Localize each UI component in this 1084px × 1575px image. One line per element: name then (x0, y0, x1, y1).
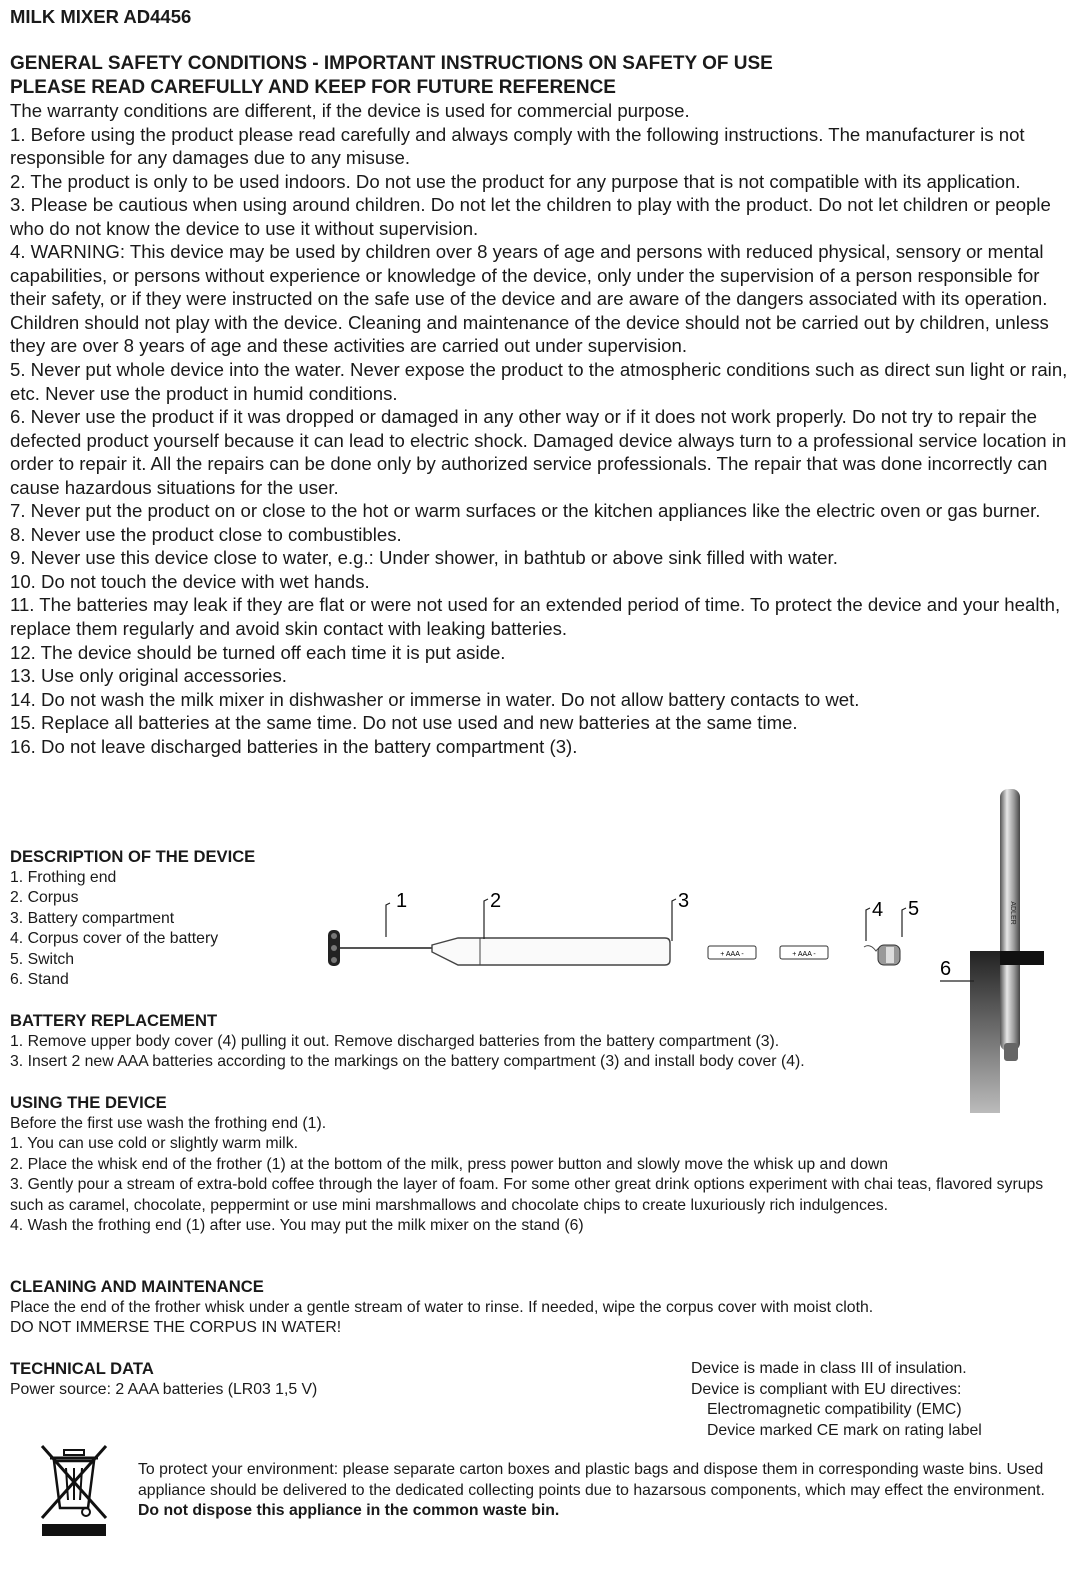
using-line: 1. You can use cold or slightly warm milk. (10, 1135, 298, 1153)
safety-item: 11. The batteries may leak if they are flat or were not used for an extended period of time. To protect the device and your health, replace them regularly and avoid skin contact with leaking batteries. (10, 594, 1061, 640)
frothing-end-illustration (328, 930, 432, 966)
using-line: 4. Wash the frothing end (1) after use. You may put the milk mixer on the stand (6) (10, 1217, 584, 1235)
compliance-notes (691, 1359, 1071, 1441)
callout-1: 1 (396, 890, 408, 912)
document-page (10, 6, 1074, 758)
description-heading: DESCRIPTION OF THE DEVICE (10, 847, 256, 866)
safety-item: 9. Never use this device close to water, e.g.: Under shower, in bathtub or above sink filled with water. (10, 547, 838, 569)
compliance-line: Electromagnetic compatibility (EMC) (707, 1401, 962, 1419)
using-line: 3. Gently pour a stream of extra-bold coffee through the layer of foam. For some other great drink options experiment with chai teas, flavored syrups such as caramel, chocolate, peppermint or use mini marshmallows and chocolate chips to create luxuriously rich indulgences. (10, 1176, 1044, 1214)
battery-illustration (708, 946, 756, 959)
battery-heading: BATTERY REPLACEMENT (10, 1011, 218, 1030)
safety-heading (10, 52, 1074, 99)
battery-marking: + AAA - (792, 951, 816, 958)
environment-text: To protect your environment: please separate carton boxes and plastic bags and dispose them in corresponding waste bins. Used appliance should be delivered to the dedicated collecting points due to hazarsous components, which may effect the environment. (138, 1461, 1045, 1499)
corpus-illustration (432, 938, 670, 965)
warranty-note: The warranty conditions are different, if the device is used for commercial purpose. (10, 100, 690, 121)
safety-instructions (10, 99, 1074, 758)
part-item: 2. Corpus (10, 889, 79, 907)
callout-4: 4 (872, 899, 884, 921)
using-line: Before the first use wash the frothing end (1). (10, 1114, 327, 1132)
crossed-out-wheelie-bin-icon (38, 1444, 110, 1538)
callout-3: 3 (678, 890, 690, 912)
safety-item: 3. Please be cautious when using around children. Do not let the children to play with the product. Do not let children or people who do not know the device to use it without supervision. (10, 194, 1051, 239)
compliance-line: Device is made in class III of insulation. (691, 1360, 967, 1377)
stand-brand-text: ADLER (1009, 901, 1016, 925)
safety-item: 15. Replace all batteries at the same time. Do not use used and new batteries at the same time. (10, 712, 798, 734)
safety-heading-line-1: GENERAL SAFETY CONDITIONS - IMPORTANT INSTRUCTIONS ON SAFETY OF USE (10, 53, 773, 74)
safety-item: 1. Before using the product please read carefully and always comply with the following instructions. The manufacturer is not responsible for any damages due to any misuse. (10, 123, 1025, 169)
parts-list (10, 868, 310, 992)
part-item: 4. Corpus cover of the battery (10, 930, 219, 948)
using-section (10, 1093, 1076, 1237)
cleaning-line: DO NOT IMMERSE THE CORPUS IN WATER! (10, 1319, 342, 1337)
part-item: 1. Frothing end (10, 868, 117, 886)
safety-item: 16. Do not leave discharged batteries in the battery compartment (3). (10, 735, 578, 757)
part-item: 3. Battery compartment (10, 909, 175, 927)
safety-item: 14. Do not wash the milk mixer in dishwasher or immerse in water. Do not allow battery contacts to wet. (10, 688, 860, 710)
device-description (10, 847, 310, 991)
part-item: 5. Switch (10, 950, 75, 968)
safety-item: 10. Do not touch the device with wet hands. (10, 570, 370, 592)
cleaning-line: Place the end of the frother whisk under a gentle stream of water to rinse. If needed, wipe the corpus cover with moist cloth. (10, 1298, 874, 1316)
cleaning-section (10, 1277, 1076, 1339)
safety-item: 4. WARNING: This device may be used by children over 8 years of age and persons with reduced physical, sensory or mental capabilities, or persons without experience or knowledge of the device, only under the supervision of a person responsible for their safety, or if they were instructed on the safe use of the device and are aware of the dangers associated with its operation. Children should not play with the device. Cleaning and maintenance of the device should not be carried out by children, unless they are over 8 years of age and these activities are carried out under supervision. (10, 241, 1049, 357)
document-title: MILK MIXER AD4456 (10, 6, 192, 27)
callout-6: 6 (940, 958, 952, 980)
power-source: Power source: 2 AAA batteries (LR03 1,5 V) (10, 1380, 318, 1398)
safety-item: 8. Never use the product close to combustibles. (10, 523, 402, 545)
stand-illustration (936, 785, 1046, 1115)
safety-item: 12. The device should be turned off each time it is put aside. (10, 641, 506, 663)
environment-notice (138, 1460, 1058, 1522)
using-line: 2. Place the whisk end of the frother (1) at the bottom of the milk, press power button and slowly move the whisk up and down (10, 1155, 889, 1173)
battery-step: 1. Remove upper body cover (4) pulling it out. Remove discharged batteries from the battery compartment (3). (10, 1032, 780, 1050)
using-heading: USING THE DEVICE (10, 1093, 167, 1112)
compliance-line: Device marked CE mark on rating label (707, 1421, 982, 1439)
safety-item: 7. Never put the product on or close to the hot or warm surfaces or the kitchen appliances like the electric oven or gas burner. (10, 500, 1041, 522)
safety-item: 6. Never use the product if it was dropped or damaged in any other way or if it does not work properly. Do not try to repair the defected product yourself because it can lead to electric shock. Damaged device always turn to a professional service location in order to repair it. All the repairs can be done only by authorized service professionals. The repair that was done incorrectly can cause hazardous situations for the user. (10, 406, 1067, 498)
cleaning-heading: CLEANING AND MAINTENANCE (10, 1277, 264, 1296)
callout-5: 5 (908, 898, 920, 920)
callout-2: 2 (490, 890, 502, 912)
safety-item: 2. The product is only to be used indoors. Do not use the product for any purpose that is not compatible with its application. (10, 170, 1021, 192)
technical-section (10, 1359, 510, 1400)
technical-heading: TECHNICAL DATA (10, 1359, 154, 1378)
battery-marking: + AAA - (720, 951, 744, 958)
battery-step: 3. Insert 2 new AAA batteries according to the markings on the battery compartment (3) and install body cover (4). (10, 1053, 805, 1071)
part-item: 6. Stand (10, 971, 69, 989)
safety-item: 13. Use only original accessories. (10, 665, 287, 687)
environment-warning: Do not dispose this appliance in the common waste bin. (138, 1502, 560, 1520)
battery-replacement-section (10, 1011, 950, 1073)
safety-heading-line-2: PLEASE READ CAREFULLY AND KEEP FOR FUTURE REFERENCE (10, 76, 616, 98)
safety-item: 5. Never put whole device into the water. Never expose the product to the atmospheric conditions such as direct sun light or rain, etc. Never use the product in humid conditions. (10, 359, 1068, 404)
battery-illustration (780, 946, 828, 959)
frother-diagram (320, 885, 920, 975)
switch-cap-illustration (864, 945, 900, 965)
compliance-line: Device is compliant with EU directives: (691, 1380, 962, 1398)
